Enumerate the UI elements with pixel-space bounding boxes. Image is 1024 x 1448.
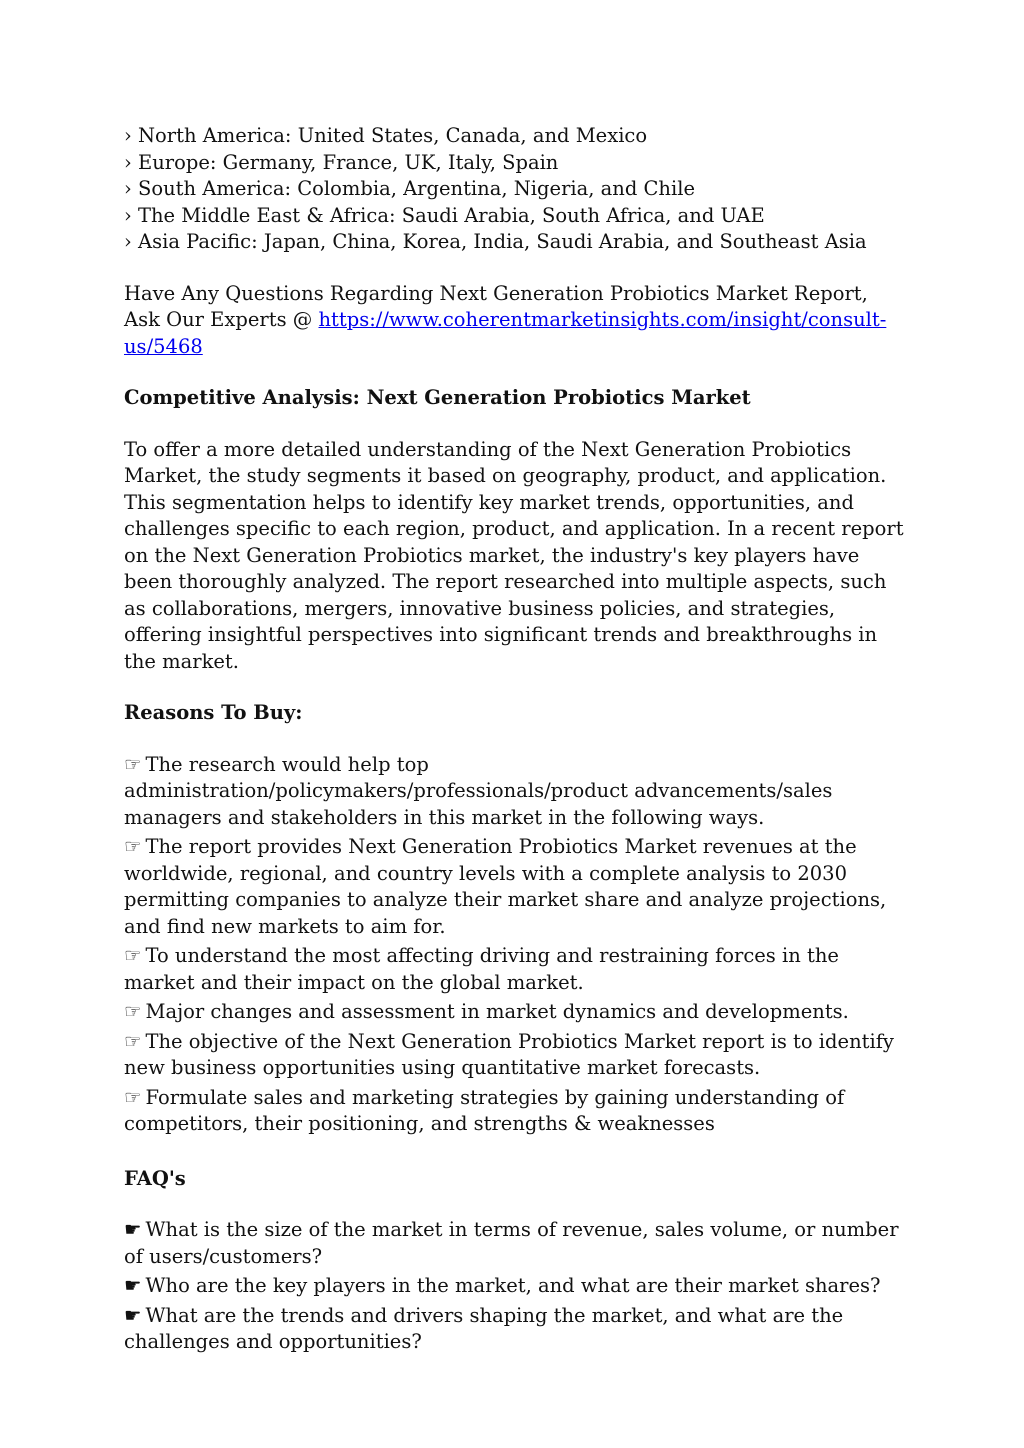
- list-item: ☛ What are the trends and drivers shaping the market, and what are the challenges and opportunities?: [124, 1303, 844, 1353]
- reasons-heading: Reasons To Buy:: [124, 701, 303, 724]
- hand-pointing-icon: ☛: [124, 1303, 142, 1327]
- questions-text: Have Any Questions Regarding Next Generation Probiotics Market Report, Ask Our Experts @: [124, 281, 868, 331]
- region-item: › Europe: Germany, France, UK, Italy, Spain: [124, 150, 559, 174]
- competitive-heading: Competitive Analysis: Next Generation Probiotics Market: [124, 386, 751, 409]
- list-item: ☞ The report provides Next Generation Probiotics Market revenues at the worldwide, regional, and country levels with a complete analysis to 2030 permitting companies to analyze their market share and analyze projections, and find new markets to aim for.: [124, 835, 887, 938]
- region-item: › North America: United States, Canada, and Mexico: [124, 124, 648, 147]
- list-item: ☞ Major changes and assessment in market dynamics and developments.: [124, 1000, 849, 1023]
- region-item: › Asia Pacific: Japan, China, Korea, India, Saudi Arabia, and Southeast Asia: [124, 230, 867, 253]
- faq-heading: FAQ's: [124, 1166, 186, 1190]
- hand-pointing-icon: ☞: [124, 1029, 142, 1053]
- hand-pointing-icon: ☞: [124, 1000, 142, 1023]
- hand-pointing-icon: ☞: [124, 835, 142, 858]
- reasons-list: [124, 752, 904, 1138]
- list-item: ☞ To understand the most affecting driving and restraining forces in the market and their impact on the global market.: [124, 944, 839, 994]
- hand-pointing-icon: ☛: [124, 1218, 142, 1241]
- region-list: [124, 123, 904, 256]
- hand-pointing-icon: ☞: [124, 944, 142, 967]
- hand-pointing-icon: ☛: [124, 1274, 142, 1297]
- questions-paragraph: [124, 281, 904, 361]
- consult-link[interactable]: https://www.coherentmarketinsights.com/insight/consult-us/5468: [124, 308, 887, 358]
- list-item: ☞ The research would help top administration/policymakers/professionals/product advancements/sales managers and stakeholders in this market in the following ways.: [124, 752, 833, 829]
- hand-pointing-icon: ☞: [124, 1085, 142, 1109]
- faq-list: [124, 1217, 904, 1356]
- hand-pointing-icon: ☞: [124, 752, 142, 776]
- list-item: ☞ The objective of the Next Generation Probiotics Market report is to identify new business opportunities using quantitative market forecasts.: [124, 1029, 894, 1079]
- list-item: ☛ Who are the key players in the market, and what are their market shares?: [124, 1274, 881, 1297]
- region-item: › The Middle East & Africa: Saudi Arabia, South Africa, and UAE: [124, 203, 765, 227]
- document-page: [124, 123, 904, 1359]
- list-item: ☛ What is the size of the market in terms of revenue, sales volume, or number of users/customers?: [124, 1218, 899, 1268]
- competitive-body: To offer a more detailed understanding of the Next Generation Probiotics Market, the study segments it based on geography, product, and application. This segmentation helps to identify key market trends, opportunities, and challenges specific to each region, product, and application. In a recent report on the Next Generation Probiotics market, the industry's key players have been thoroughly analyzed. The report researched into multiple aspects, such as collaborations, mergers, innovative business policies, and strategies, offering insightful perspectives into significant trends and breakthroughs in the market.: [124, 437, 904, 673]
- region-item: › South America: Colombia, Argentina, Nigeria, and Chile: [124, 177, 696, 200]
- list-item: ☞ Formulate sales and marketing strategies by gaining understanding of competitors, their positioning, and strengths & weaknesses: [124, 1085, 845, 1135]
